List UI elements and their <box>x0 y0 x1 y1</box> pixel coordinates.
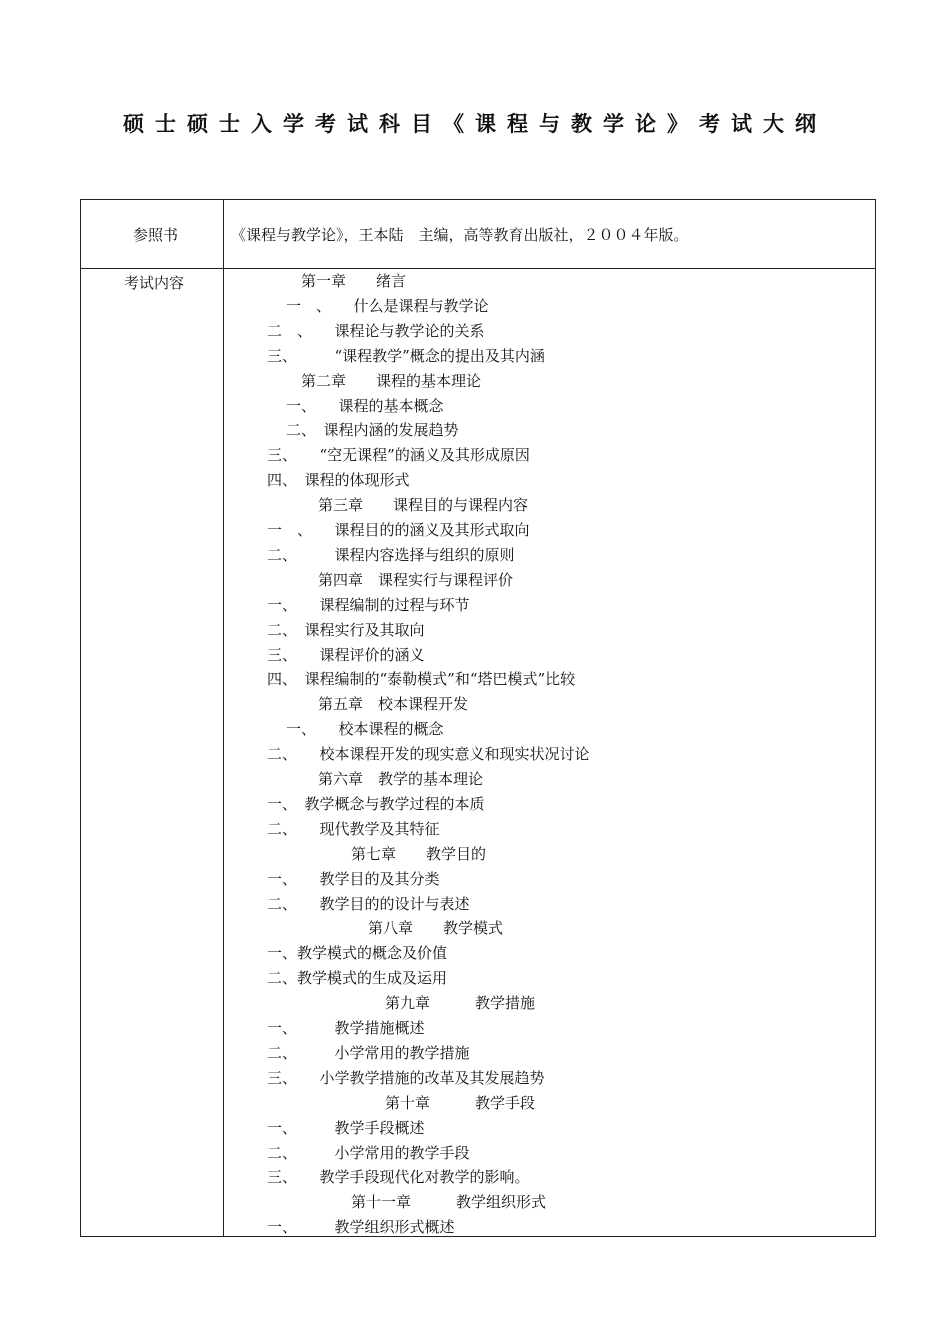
section-item: 一、 教学组织形式概述 <box>267 1218 455 1237</box>
section-item: 三、 课程评价的涵义 <box>267 645 425 664</box>
section-item: 一、 教学目的及其分类 <box>267 869 440 888</box>
section-item: 二、 课程内容选择与组织的原则 <box>267 545 515 564</box>
chapter-heading: 第三章 课程目的与课程内容 <box>318 496 529 515</box>
section-item: 三、 “空无课程”的涵义及其形成原因 <box>267 446 530 465</box>
section-item: 二、 校本课程开发的现实意义和现实状况讨论 <box>267 745 590 764</box>
chapter-heading: 第六章 教学的基本理论 <box>318 770 484 788</box>
chapter-heading: 第五章 校本课程开发 <box>318 695 469 714</box>
column-divider <box>223 200 224 1236</box>
section-item: 二 、 课程论与教学论的关系 <box>267 321 485 340</box>
section-item: 一、 校本课程的概念 <box>286 720 444 739</box>
section-item: 二、教学模式的生成及运用 <box>267 969 448 988</box>
section-item: 一、 教学概念与教学过程的本质 <box>267 794 485 813</box>
chapter-heading: 第九章 教学措施 <box>385 994 536 1013</box>
section-item: 三、 “课程教学”概念的提出及其内涵 <box>267 346 545 365</box>
section-item: 一、教学模式的概念及价值 <box>267 944 448 963</box>
document-title: 硕士硕士入学考试科目《课程与教学论》考试大纲 <box>123 112 827 136</box>
row-divider <box>81 268 875 269</box>
section-item: 二、 现代教学及其特征 <box>267 819 440 838</box>
chapter-heading: 第十一章 教学组织形式 <box>351 1193 547 1212</box>
section-item: 三、 小学教学措施的改革及其发展趋势 <box>267 1068 545 1087</box>
section-item: 四、 课程编制的“泰勒模式”和“塔巴模式”比较 <box>267 670 576 689</box>
syllabus-table <box>80 199 876 1237</box>
section-item: 二、 教学目的的设计与表述 <box>267 894 470 913</box>
chapter-heading: 第十章 教学手段 <box>385 1093 536 1112</box>
section-item: 二、 课程实行及其取向 <box>267 620 425 639</box>
section-item: 一、 课程的基本概念 <box>286 396 444 415</box>
section-item: 一 、 课程目的的涵义及其形式取向 <box>267 521 530 539</box>
section-item: 二、 小学常用的教学手段 <box>267 1143 470 1162</box>
reference-text: 《课程与教学论》，王本陆 主编，高等教育出版社，２００４年版。 <box>231 226 689 244</box>
chapter-heading: 第一章 绪言 <box>301 272 407 290</box>
section-item: 一、 课程编制的过程与环节 <box>267 595 470 614</box>
content-label: 考试内容 <box>124 274 185 292</box>
chapter-heading: 第二章 课程的基本理论 <box>301 371 482 390</box>
section-item: 二、 小学常用的教学措施 <box>267 1043 470 1062</box>
chapter-heading: 第八章 教学模式 <box>368 919 504 938</box>
section-item: 一、 教学措施概述 <box>267 1019 425 1037</box>
section-item: 二、 课程内涵的发展趋势 <box>286 421 459 440</box>
section-item: 一、 教学手段概述 <box>267 1118 425 1137</box>
chapter-heading: 第七章 教学目的 <box>351 844 487 863</box>
section-item: 四、 课程的体现形式 <box>267 471 410 490</box>
section-item: 一 、 什么是课程与教学论 <box>286 296 489 315</box>
chapter-heading: 第四章 课程实行与课程评价 <box>318 570 514 589</box>
section-item: 三、 教学手段现代化对教学的影响。 <box>267 1168 530 1187</box>
reference-label: 参照书 <box>133 226 179 244</box>
